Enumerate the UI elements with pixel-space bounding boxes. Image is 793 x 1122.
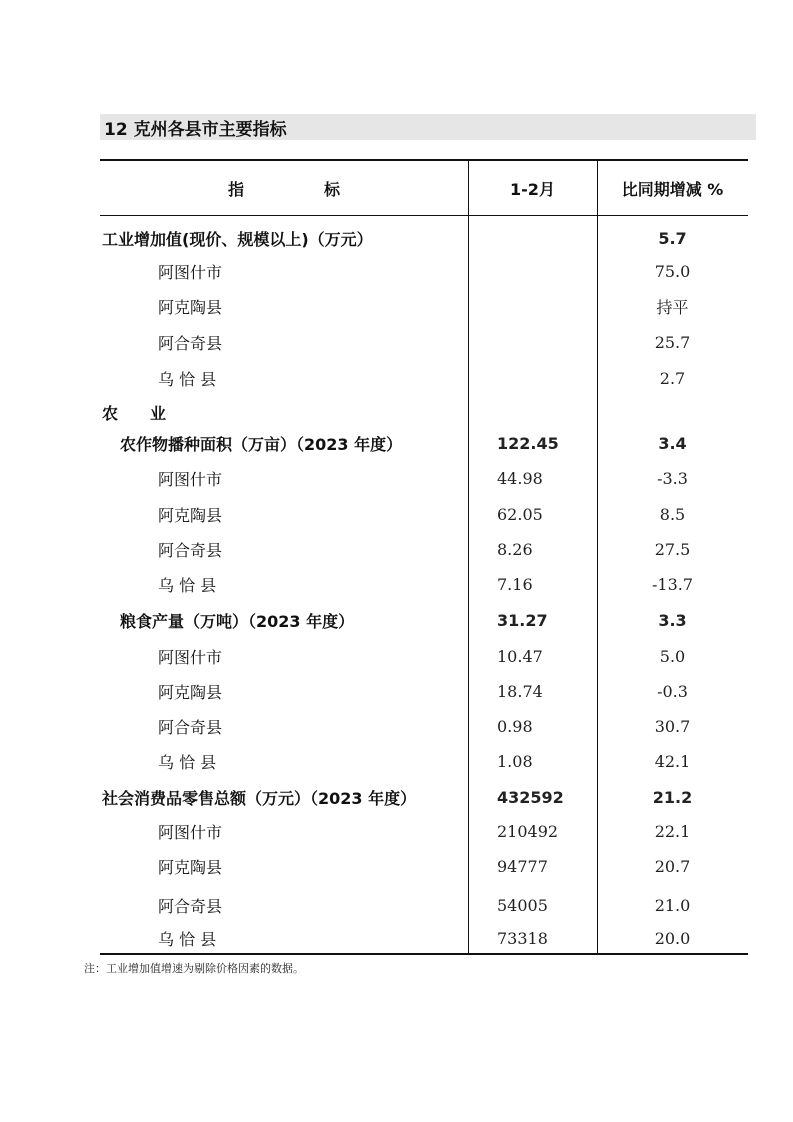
table-row xyxy=(100,291,748,321)
table-row xyxy=(100,499,748,529)
row-period-value: 73318 xyxy=(497,928,548,948)
row-yoy-value: -13.7 xyxy=(651,574,694,594)
row-indicator-name: 阿克陶县 xyxy=(158,505,223,525)
row-indicator-name: 阿合奇县 xyxy=(158,540,223,560)
row-yoy-value: 5.7 xyxy=(658,228,687,248)
row-yoy-value: 3.3 xyxy=(658,610,687,630)
row-indicator-name: 乌 恰 县 xyxy=(158,752,217,772)
row-indicator-name: 阿合奇县 xyxy=(158,717,223,737)
row-yoy-value: 8.5 xyxy=(659,504,686,524)
table-row xyxy=(100,890,748,920)
row-period-value: 54005 xyxy=(497,895,548,915)
table-row xyxy=(100,851,748,881)
row-yoy-value: 75.0 xyxy=(654,261,691,281)
row-yoy-value: 30.7 xyxy=(654,716,691,736)
row-period-value: 210492 xyxy=(497,821,559,841)
row-period-value: 122.45 xyxy=(497,433,559,453)
table-row xyxy=(100,363,748,393)
row-yoy-value xyxy=(597,397,748,427)
footnote: 注：工业增加值增速为剔除价格因素的数据。 xyxy=(84,962,304,975)
row-indicator-name: 农 业 xyxy=(102,403,167,423)
table-header-rule xyxy=(100,215,748,216)
row-indicator-name: 阿合奇县 xyxy=(158,333,223,353)
row-yoy-value: -0.3 xyxy=(657,681,688,701)
row-yoy-value: -3.3 xyxy=(657,468,688,488)
row-period-value: 432592 xyxy=(497,787,564,807)
row-yoy-value: 持平 xyxy=(656,297,689,317)
row-yoy-value: 25.7 xyxy=(654,332,691,352)
row-period-value: 7.16 xyxy=(497,574,533,594)
table-row xyxy=(100,256,748,286)
row-period-value: 62.05 xyxy=(497,504,543,524)
table-row xyxy=(100,605,748,635)
table-row xyxy=(100,428,748,458)
row-yoy-value: 22.1 xyxy=(654,821,691,841)
row-yoy-value: 20.7 xyxy=(654,856,691,876)
table-row xyxy=(100,463,748,493)
row-indicator-name: 阿图什市 xyxy=(158,262,223,282)
header-period: 1-2月 xyxy=(510,179,555,199)
row-yoy-value: 42.1 xyxy=(654,751,691,771)
table-row xyxy=(100,746,748,776)
table-row xyxy=(100,534,748,564)
header-indicator-label: 指标 xyxy=(227,179,420,199)
table-row xyxy=(100,223,748,253)
row-period-value: 1.08 xyxy=(497,751,533,771)
table-row xyxy=(100,816,748,846)
row-indicator-name: 阿合奇县 xyxy=(158,896,223,916)
row-indicator-name: 社会消费品零售总额（万元）（2023 年度） xyxy=(102,788,417,808)
row-yoy-value: 21.0 xyxy=(654,895,691,915)
row-period-value: 18.74 xyxy=(497,681,543,701)
row-period-value: 94777 xyxy=(497,856,548,876)
row-period-value: 44.98 xyxy=(497,468,543,488)
row-yoy-value: 5.0 xyxy=(659,646,686,666)
row-indicator-name: 阿图什市 xyxy=(158,469,223,489)
header-indicator xyxy=(100,161,468,215)
table-row xyxy=(100,397,748,427)
row-indicator-name: 工业增加值(现价、规模以上)（万元） xyxy=(102,229,373,249)
table-row xyxy=(100,782,748,812)
row-yoy-value: 20.0 xyxy=(654,928,691,948)
row-indicator-name: 阿克陶县 xyxy=(158,297,223,317)
row-yoy-value: 3.4 xyxy=(658,433,687,453)
row-period-value: 31.27 xyxy=(497,610,548,630)
row-yoy-value: 27.5 xyxy=(654,539,691,559)
row-period-value: 10.47 xyxy=(497,646,543,666)
row-yoy-value: 21.2 xyxy=(652,787,693,807)
row-indicator-name: 阿克陶县 xyxy=(158,857,223,877)
row-yoy-value: 2.7 xyxy=(659,368,686,388)
row-period-value: 8.26 xyxy=(497,539,533,559)
row-indicator-name: 粮食产量（万吨）（2023 年度） xyxy=(120,611,355,631)
row-indicator-name: 阿克陶县 xyxy=(158,682,223,702)
table-row xyxy=(100,569,748,599)
row-indicator-name: 乌 恰 县 xyxy=(158,929,217,949)
header-yoy: 比同期增减 % xyxy=(621,179,724,199)
table-row xyxy=(100,327,748,357)
row-indicator-name: 乌 恰 县 xyxy=(158,369,217,389)
row-indicator-name: 阿图什市 xyxy=(158,822,223,842)
table-title-bar xyxy=(100,114,756,140)
row-indicator-name: 阿图什市 xyxy=(158,647,223,667)
table-row xyxy=(100,711,748,741)
row-period-value: 0.98 xyxy=(497,716,533,736)
table-row xyxy=(100,676,748,706)
table-title: 12 克州各县市主要指标 xyxy=(104,119,287,140)
row-indicator-name: 乌 恰 县 xyxy=(158,575,217,595)
table-row xyxy=(100,641,748,671)
row-indicator-name: 农作物播种面积（万亩）（2023 年度） xyxy=(120,434,403,454)
table-bottom-rule xyxy=(100,953,748,955)
table-row xyxy=(100,923,748,953)
